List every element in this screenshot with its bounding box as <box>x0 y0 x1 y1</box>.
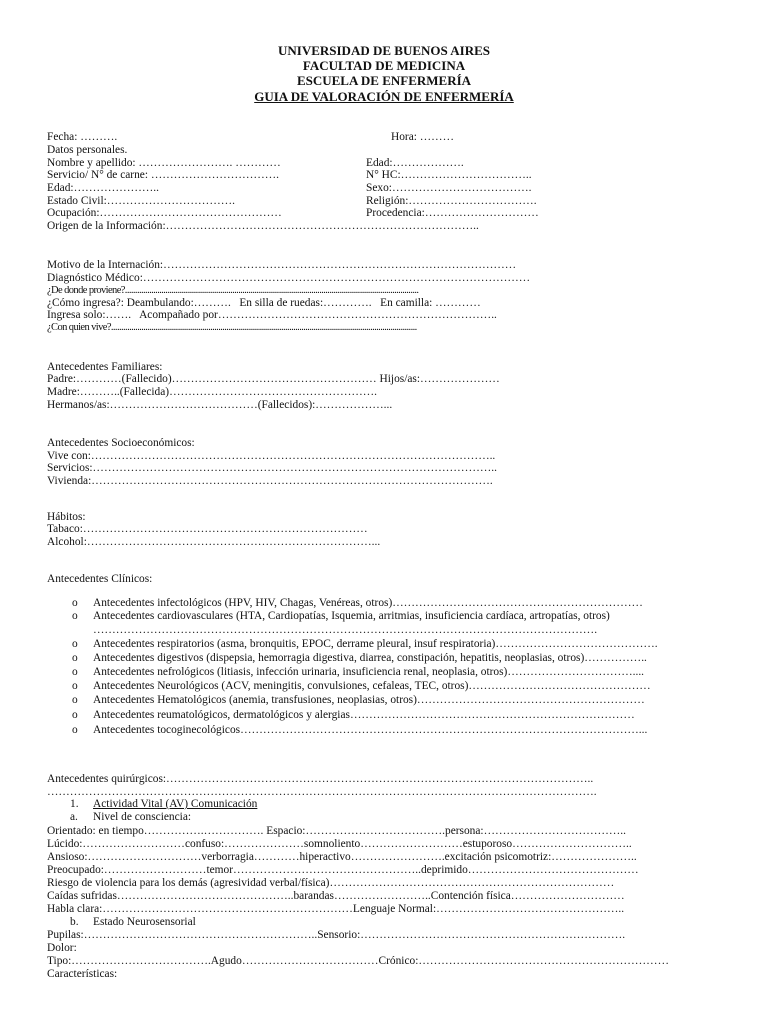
bullet-marker: o <box>72 638 78 650</box>
ansioso-field: Ansioso:…………………………verborragia…………hiperactivo…………………….excitación psicomotriz:………………….. <box>47 851 637 863</box>
con-quien-vive-text: ¿Con quien vive?....................................................................................................................................................... <box>47 322 417 333</box>
university-name: UNIVERSIDAD DE BUENOS AIRES <box>277 43 491 58</box>
bullet-marker: o <box>72 597 78 609</box>
bullet-marker: o <box>72 610 78 622</box>
diagnostico-field: Diagnóstico Médico:………………………………………………………………………………………… <box>47 272 531 284</box>
servicios-field: Servicios:…………………………………………………………………………………………….. <box>47 462 497 474</box>
antecedente-respiratorios: Antecedentes respiratorios (asma, bronquitis, EPOC, derrame pleural, insuf respiratoria)……………………………………. <box>93 638 658 650</box>
tipo-dolor-field: Tipo:……………………………….Agudo………………………………Crónico:………………………………………………………… <box>47 955 669 967</box>
pupilas-field: Pupilas:……………………………………………………..Sensorio:……………………………………………………………. <box>47 929 626 941</box>
antecedente-digestivos: Antecedentes digestivos (dispepsia, hemorragia digestiva, diarrea, constipación, hepatitis, neoplasias, otros)…………….. <box>93 652 647 664</box>
antecedente-reumatologicos: Antecedentes reumatológicos, dermatológicos y alergias………………………………………………………………… <box>93 709 635 721</box>
document-title-text: GUIA DE VALORACIÓN DE ENFERMERÍA <box>254 89 514 104</box>
riesgo-violencia-field: Riesgo de violencia para los demás (agresividad verbal/física)………………………………………………………………… <box>47 877 615 889</box>
bullet-marker: o <box>72 666 78 678</box>
padre-field: Padre:…………(Fallecido)……………………………………………… Hijos/as:………………… <box>47 373 500 385</box>
madre-field: Madre:………..(Fallecida)………………………………………………. <box>47 386 377 398</box>
nivel-consciencia-heading: Nivel de consciencia: <box>93 811 192 823</box>
vivienda-field: Vivienda:……………………………………………………………………………………………. <box>47 475 493 487</box>
edad-right-field: Edad:………………. <box>366 157 464 169</box>
subsection-a-marker: a. <box>70 811 78 823</box>
estado-civil-field: Estado Civil:……………………………. <box>47 195 235 207</box>
document-title <box>0 89 768 104</box>
bullet-marker: o <box>72 709 78 721</box>
hermanos-field: Hermanos/as:…………………………………(Fallecidos):………………... <box>47 399 393 411</box>
neurosensorial-heading: Estado Neurosensorial <box>93 916 196 928</box>
cardiovasculares-continuation: ……………………………………………………………………………………………………………………. <box>93 624 598 636</box>
quirurgicos-field: Antecedentes quirúrgicos:………………………………………………………………………………………………….. <box>47 773 594 785</box>
bullet-marker: o <box>72 680 78 692</box>
fecha-field: Fecha: ………. <box>47 131 118 143</box>
como-ingresa-field: ¿Cómo ingresa?: Deambulando:………. En silla de ruedas:…………. En camilla: ………… <box>47 297 481 309</box>
con-quien-vive-field <box>47 321 417 334</box>
servicio-field: Servicio/ N° de carne: ……………………………. <box>47 169 280 181</box>
proviene-text: ¿De donde proviene?................................................................................................................................................. <box>47 285 419 296</box>
antecedente-cardiovasculares: Antecedentes cardiovasculares (HTA, Cardiopatías, Isquemia, arritmias, insuficiencia cardíaca, artropatías, otros) <box>93 610 610 622</box>
vive-con-field: Vive con:…………………………………………………………………………………………….. <box>47 450 496 462</box>
dolor-heading: Dolor: <box>47 942 77 954</box>
socio-heading: Antecedentes Socioeconómicos: <box>47 437 195 449</box>
preocupado-field: Preocupado:………………………temor…………………………………………..deprimido……………………………………… <box>47 864 639 876</box>
tabaco-field: Tabaco:………………………………………………………………… <box>47 523 368 535</box>
subsection-b-marker: b. <box>70 916 79 928</box>
edad-field: Edad:………………….. <box>47 182 159 194</box>
motivo-field: Motivo de la Internación:………………………………………………………………………………… <box>47 259 517 271</box>
sexo-field: Sexo:………………………………. <box>366 182 532 194</box>
faculty-name: FACULTAD DE MEDICINA <box>302 58 466 73</box>
hora-field: Hora: ……… <box>391 131 454 143</box>
alcohol-field: Alcohol:…………………………………………………………………... <box>47 536 381 548</box>
proviene-field <box>47 284 418 297</box>
antecedente-tocoginecologicos: Antecedentes tocoginecológicos……………………………………………………………………………………………... <box>93 724 648 736</box>
section-number-1: 1. <box>70 798 79 810</box>
bullet-marker: o <box>72 652 78 664</box>
actividad-vital-heading: Actividad Vital (AV) Comunicación <box>93 798 258 810</box>
datos-personales-heading: Datos personales. <box>47 144 128 156</box>
orientado-field: Orientado: en tiempo…………….……………. Espacio:……………………………….persona:……………………………….. <box>47 825 626 837</box>
bullet-marker: o <box>72 724 78 736</box>
religion-field: Religión:……………………………. <box>366 195 537 207</box>
procedencia-field: Procedencia:………………………… <box>366 207 539 219</box>
ingresa-solo-field: Ingresa solo:……. Acompañado por……………………………………………………………….. <box>47 309 497 321</box>
antecedente-hematologicos: Antecedentes Hematológicos (anemia, transfusiones, neoplasias, otros)…………………………………………………… <box>93 694 645 706</box>
antecedente-infectologicos: Antecedentes infectológicos (HPV, HIV, Chagas, Venéreas, otros)………………………………………………………… <box>93 597 643 609</box>
quirurgicos-continuation: ………………………………………………………………………………………………………………………………. <box>47 786 597 798</box>
origen-field: Origen de la Información:……………………………………………………………………….. <box>47 220 479 232</box>
lucido-field: Lúcido:………………………confuso:…………………somnoliento………………………estuporoso………………………….. <box>47 838 632 850</box>
nombre-field: Nombre y apellido: ……………………. ………… <box>47 157 281 169</box>
antecedente-nefrologicos: Antecedentes nefrológicos (litiasis, infección urinaria, insuficiencia renal, neoplasia, otros)…………………………….... <box>93 666 645 678</box>
bullet-marker: o <box>72 694 78 706</box>
habla-field: Habla clara:…………………………………………………………Lenguaje Normal:………………………………………….. <box>47 903 625 915</box>
caracteristicas-heading: Características: <box>47 968 118 980</box>
habitos-heading: Hábitos: <box>47 511 86 523</box>
familiares-heading: Antecedentes Familiares: <box>47 361 163 373</box>
ocupacion-field: Ocupación:………………………………………… <box>47 207 282 219</box>
antecedente-neurologicos: Antecedentes Neurológicos (ACV, meningitis, convulsiones, cefaleas, TEC, otros)………………………………………… <box>93 680 651 692</box>
caidas-field: Caídas sufridas………………………………………..barandas……………………..Contención física………………………… <box>47 890 625 902</box>
school-name: ESCUELA DE ENFERMERÍA <box>296 73 472 88</box>
clinicos-heading: Antecedentes Clínicos: <box>47 573 153 585</box>
hc-field: N° HC:…………………………….. <box>366 169 532 181</box>
